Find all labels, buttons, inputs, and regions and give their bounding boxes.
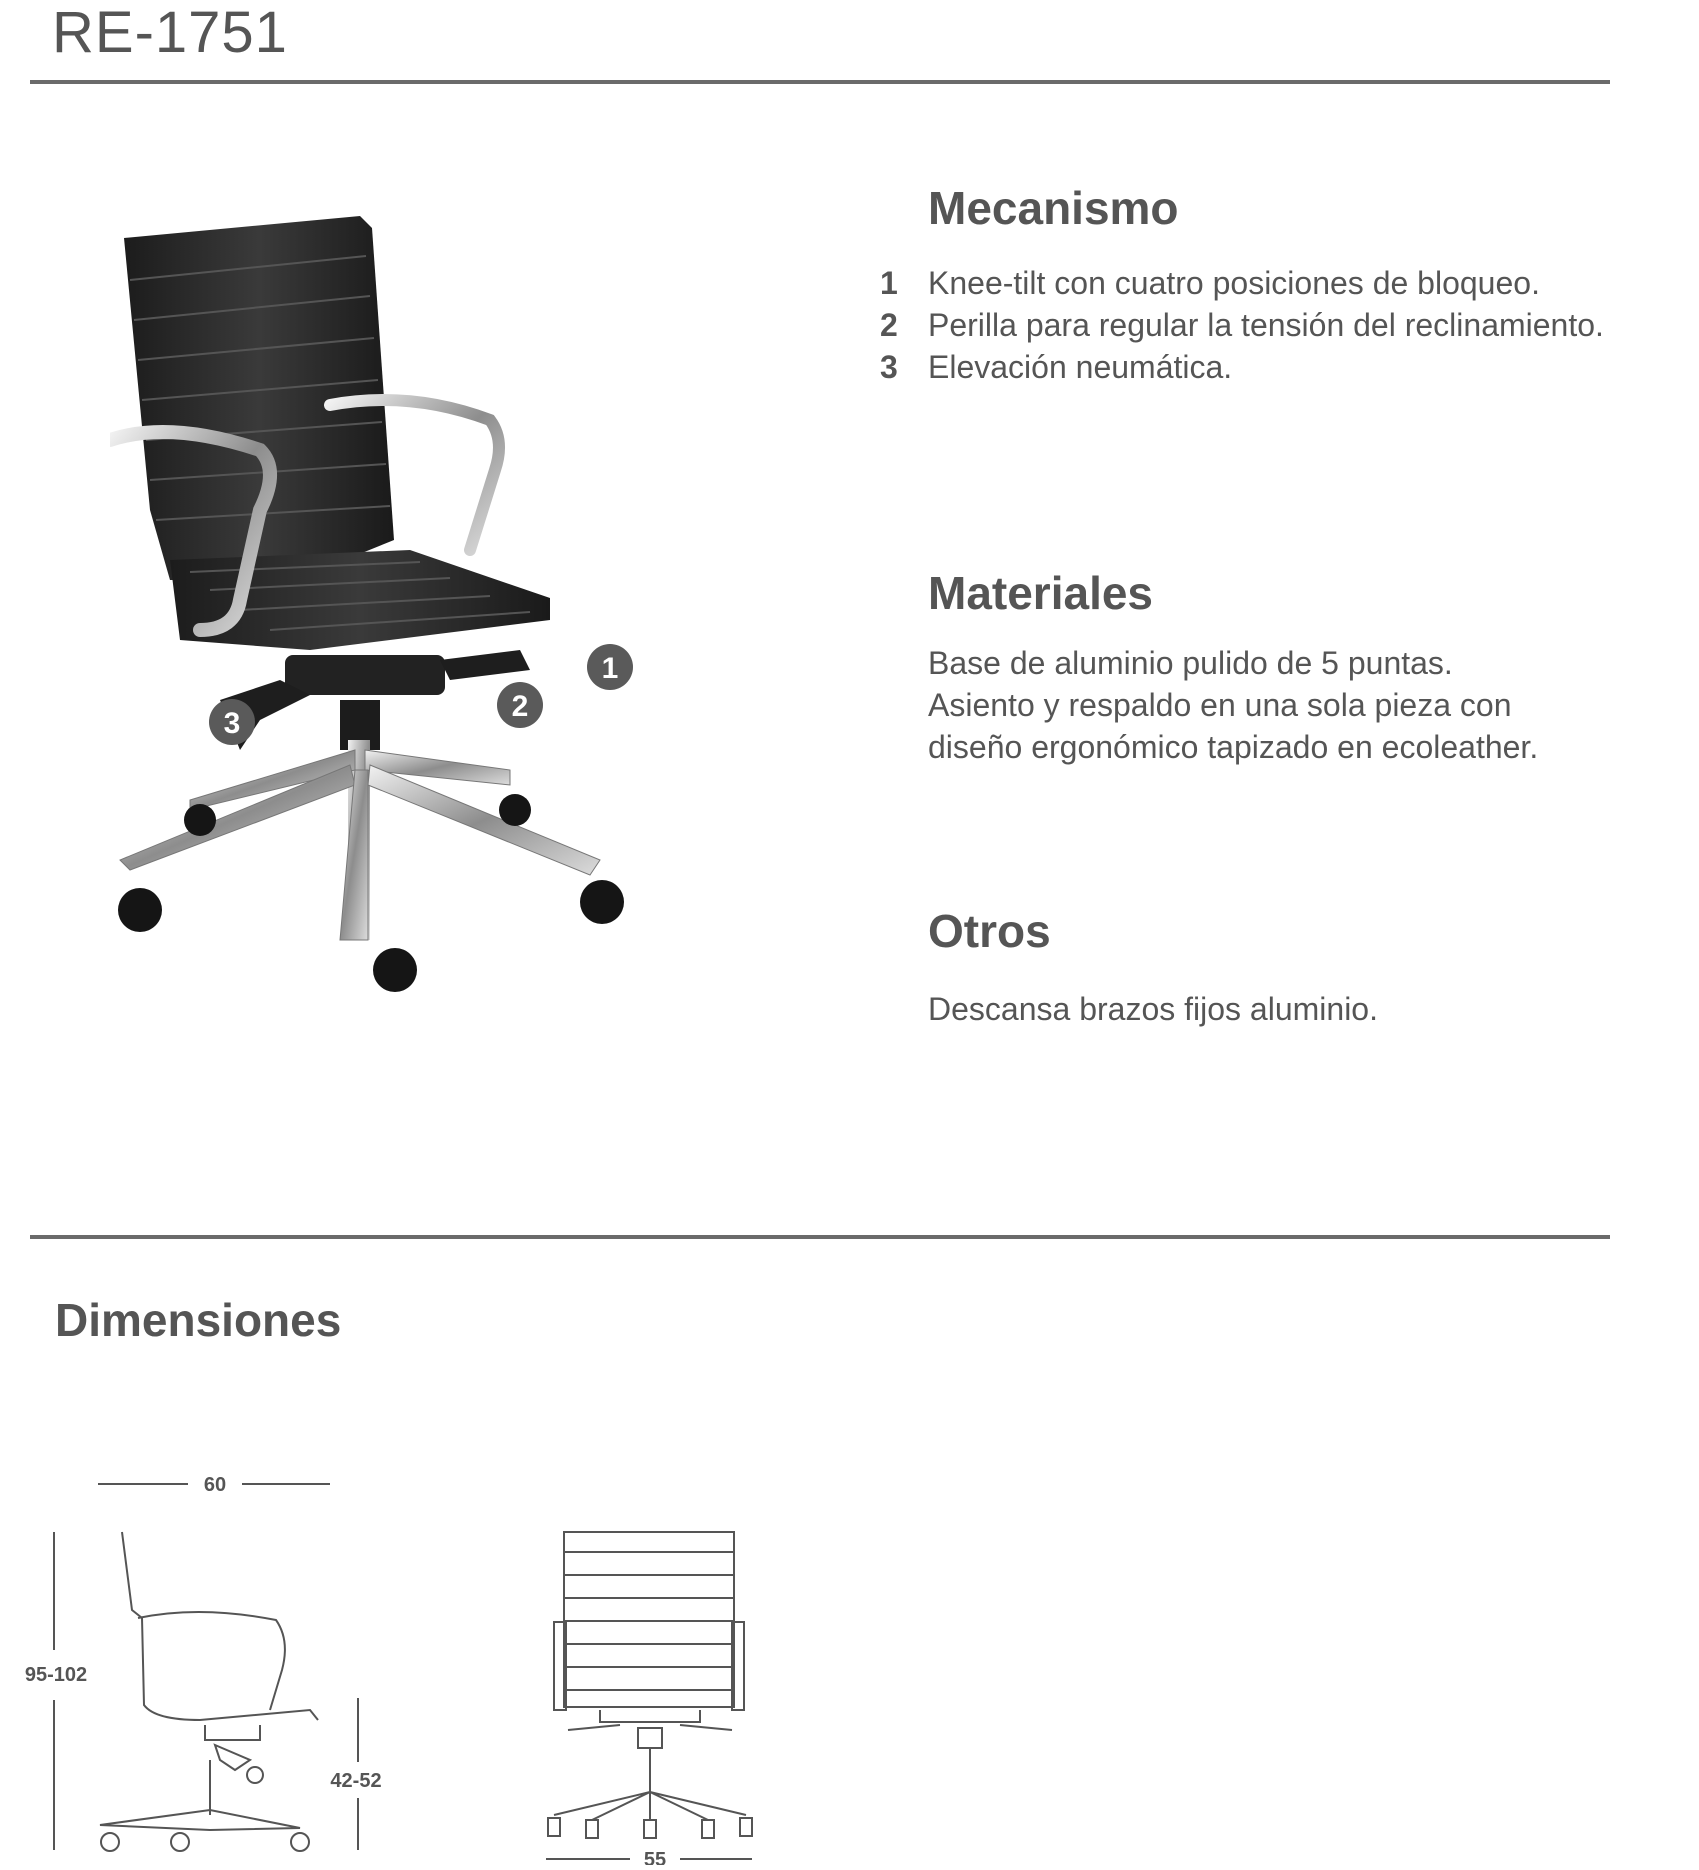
- svg-text:1: 1: [601, 652, 619, 685]
- svg-text:3: 3: [223, 707, 241, 740]
- casters: [118, 794, 624, 992]
- mecanismo-heading: Mecanismo: [928, 182, 1179, 234]
- list-item: [872, 262, 1672, 304]
- side-mechanism: [205, 1725, 260, 1740]
- front-cylinder-cover: [638, 1728, 662, 1748]
- side-lever: [215, 1745, 250, 1770]
- chair-photo: [110, 210, 670, 1010]
- mecanismo-list: [872, 262, 1672, 388]
- svg-text:2: 2: [511, 690, 529, 723]
- item-number: 3: [880, 349, 898, 385]
- item-text: Perilla para regular la tensión del reclinamiento.: [928, 307, 1604, 343]
- base-star: [120, 750, 600, 940]
- dim-total-height: 95-102: [24, 1664, 88, 1686]
- dim-side-width: 60: [203, 1474, 227, 1496]
- side-back-seat: [122, 1532, 318, 1720]
- dimensiones-heading: Dimensiones: [55, 1294, 342, 1346]
- side-view-drawing: [20, 1470, 400, 1860]
- item-text: Knee-tilt con cuatro posiciones de bloqueo.: [928, 265, 1540, 301]
- materiales-heading: Materiales: [928, 567, 1154, 619]
- dim-front-width: 55: [643, 1849, 667, 1865]
- front-ribs: [564, 1552, 734, 1690]
- list-item: [872, 304, 1672, 346]
- callout-1: [587, 644, 633, 690]
- front-base: [554, 1792, 746, 1820]
- side-armrest: [138, 1612, 285, 1710]
- mechanism: [285, 655, 445, 695]
- item-number: 2: [880, 307, 898, 343]
- materiales-text: Base de aluminio pulido de 5 puntas. Asiento y respaldo en una sola pieza con diseño ergonómico tapizado en ecoleather.: [928, 645, 1539, 765]
- dim-seat-height: 42-52: [330, 1770, 382, 1792]
- section-divider: [30, 1235, 1610, 1239]
- side-base: [100, 1810, 300, 1830]
- callout-2: [497, 682, 543, 728]
- list-item: [872, 346, 1672, 388]
- otros-heading: Otros: [928, 905, 1051, 957]
- callout-3: [209, 699, 255, 745]
- item-text: Elevación neumática.: [928, 349, 1233, 385]
- top-divider: [30, 80, 1610, 84]
- front-mechanism: [600, 1710, 700, 1722]
- tension-knob: [440, 650, 530, 680]
- front-backrest: [564, 1532, 734, 1707]
- otros-text: Descansa brazos fijos aluminio.: [928, 991, 1378, 1027]
- model-title: RE-1751: [52, 0, 288, 65]
- item-number: 1: [880, 265, 898, 301]
- front-view-drawing: [540, 1520, 780, 1865]
- side-knob: [247, 1767, 263, 1783]
